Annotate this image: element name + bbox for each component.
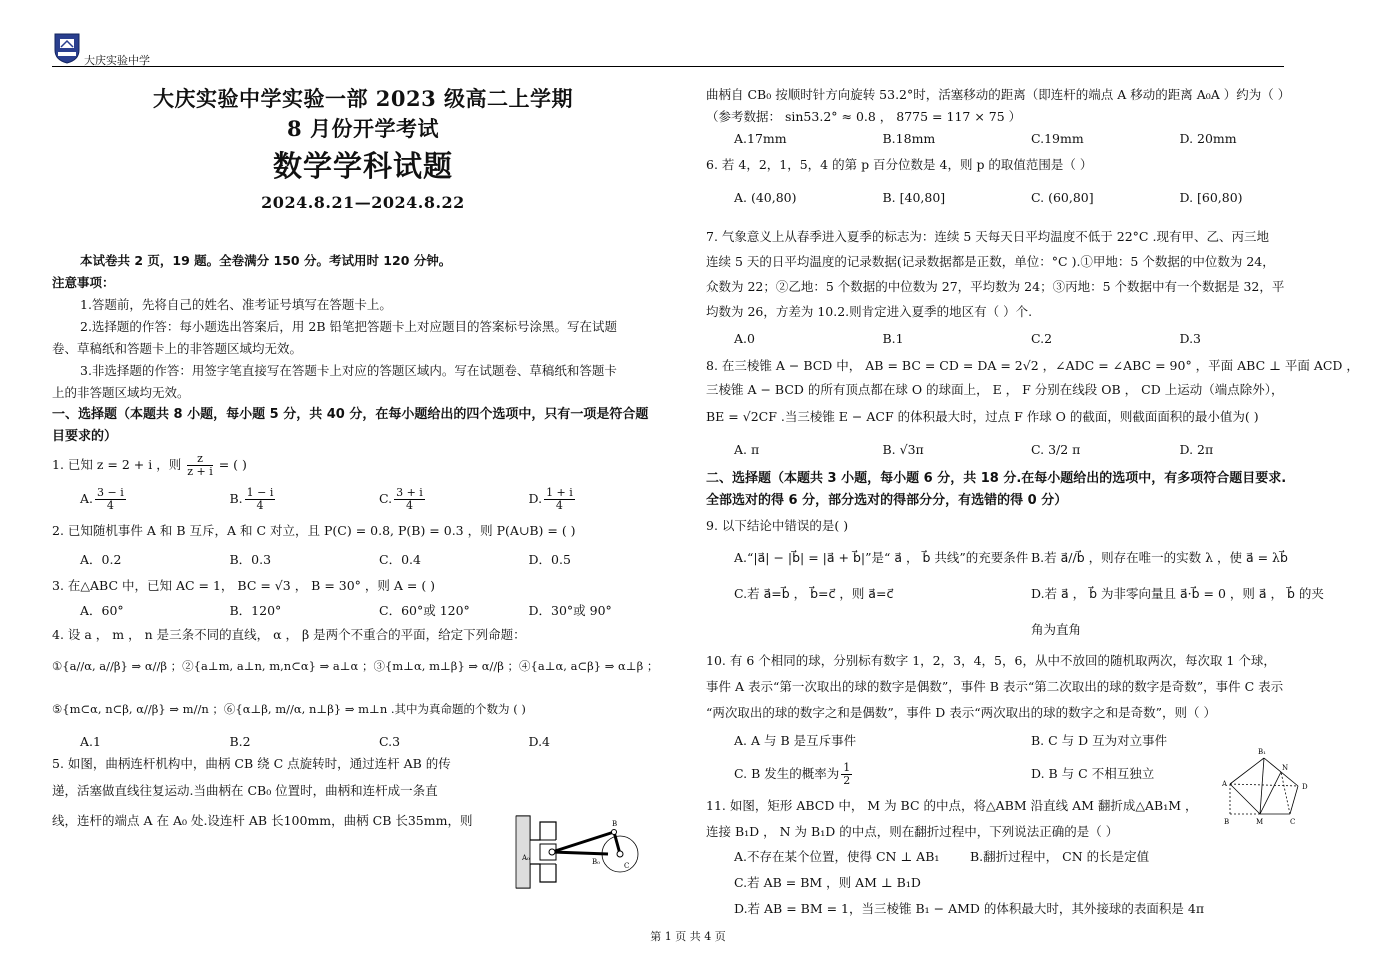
exam-summary: 本试卷共 2 页，19 题。全卷满分 150 分。考试用时 120 分钟。 [80,253,452,268]
note-1: 1.答题前，先将自己的姓名、准考证号填写在答题卡上。 [80,297,392,312]
q6-option-c[interactable]: C. (60,80] [1031,190,1094,205]
q10-option-d[interactable]: D. B 与 C 不相互独立 [1031,766,1155,781]
label-b0: B₀ [592,858,600,866]
label-n: N [1282,764,1289,772]
folded-rectangle-figure [1218,744,1328,834]
q2-options [52,546,678,574]
q5-options [706,128,1328,150]
q5-cont-line1: 曲柄自 CB₀ 按顺时针方向旋转 53.2°时，活塞移动的距离（即连杆的端点 A 移动的距离 A₀A ）约为（ ） [706,87,1291,102]
q9-option-b[interactable]: B.若 a⃗//b⃗ ，则存在唯一的实数 λ ，使 a⃗ = λb⃗ [1031,550,1288,565]
section1-heading-b: 目要求的） [52,429,118,444]
q2-option-b[interactable]: B．0.3 [229,552,272,567]
q10-line2: 事件 A 表示“第一次取出的球的数字是偶数”，事件 B 表示“第二次取出的球的数字是奇数”，事件 C 表示 [706,679,1284,694]
q4-option-d[interactable]: D.4 [528,734,551,749]
q4-option-a[interactable]: A.1 [80,734,101,749]
q10-option-c[interactable]: C. B 发生的概率为 $\frac{1}{2}$ [734,761,851,787]
page-header [52,30,1284,68]
q8-option-a[interactable]: A. π [734,442,760,457]
q3-option-d[interactable]: D．30°或 90° [528,603,612,618]
label-b: B [1224,818,1230,826]
note-2a: 2.选择题的作答：每小题选出答案后，用 2B 铅笔把答题卡上对应题目的答案标号涂黑。写在试题 [80,319,618,334]
q10-option-b[interactable]: B. C 与 D 互为对立事件 [1031,733,1168,748]
exam-subject-title: 数学学科试题 [272,149,453,183]
q9-options-ab [706,540,1328,576]
q3-stem: 3. 在△ABC 中，已知 AC = 1， BC = √3 ， B = 30° ，则 A = ( ) [52,578,436,593]
school-logo-icon [52,30,82,64]
section2-heading-a: 二、选择题（本题共 3 小题，每小题 6 分，共 18 分.在每小题给出的选项中，有多项符合题目要求. [706,471,1287,486]
notes-heading: 注意事项： [52,275,115,290]
q5-line2: 递，活塞做直线往复运动.当曲柄在 CB₀ 位置时，曲柄和连杆成一条直 [52,783,438,798]
q11-line2: 连接 B₁D ， N 为 B₁D 的中点，则在翻折过程中，下列说法正确的是（ ） [706,824,1119,839]
q1-fraction: $\frac{z}{z + i}$ [187,452,213,478]
q7-option-a[interactable]: A.0 [734,331,755,346]
label-d: D [1302,783,1308,791]
q7-option-c[interactable]: C.2 [1031,331,1053,346]
label-b1: B₁ [1258,748,1266,756]
note-3b: 上的非答题区域均无效。 [52,385,190,400]
q5-option-d[interactable]: D. 20mm [1179,131,1237,146]
q10-line1: 10. 有 6 个相同的球，分别标有数字 1，2，3，4，5，6，从中不放回的随机取两次，每次取 1 个球， [706,653,1276,668]
q1-option-a[interactable]: A. $\frac{3 - i}{4}$ [80,486,124,512]
q8-option-c[interactable]: C. 3/2 π [1031,442,1081,457]
q2-option-a[interactable]: A．0.2 [80,552,122,567]
note-2b: 卷、草稿纸和答题卡上的非答题区域均无效。 [52,341,303,356]
q6-option-d[interactable]: D. [60,80) [1179,190,1243,205]
label-a: A [1222,780,1228,788]
q3-option-a[interactable]: A．60° [80,603,124,618]
q11-option-b[interactable]: B.翻折过程中， CN 的长是定值 [970,849,1150,864]
q5-line1: 5. 如图，曲柄连杆机构中，曲柄 CB 绕 C 点旋转时，通过连杆 AB 的传 [52,756,451,771]
q5-line3: 线，连杆的端点 A 在 A₀ 处.设连杆 AB 长100mm，曲柄 CB 长35mm，则 [52,813,473,828]
q4-option-b[interactable]: B.2 [229,734,251,749]
q6-option-b[interactable]: B. [40,80] [882,190,946,205]
q8-line2: 三棱锥 A − BCD 的所有顶点都在球 O 的球面上， E ， F 分别在线段 OB ， CD 上运动（端点除外）， [706,382,1284,397]
q5-option-b[interactable]: B.18mm [882,131,936,146]
exam-title-line1: 大庆实验中学实验一部 2023 级高二上学期 [152,86,574,111]
header-school-name: 大庆实验中学 [84,54,150,67]
q9-option-a[interactable]: A.“|a⃗| − |b⃗| = |a⃗ + b⃗|”是“ a⃗ ， b⃗ 共线”的充要条件 [734,550,1029,565]
q4-propositions-line2: ⑤{m⊂α, n⊂β, α//β} ⇒ m//n ；⑥{α⊥β, m//α, n⊥β} ⇒ m⊥n .其中为真命题的个数为 ( ) [52,702,526,716]
exam-date: 2024.8.21—2024.8.22 [261,193,465,212]
q8-line3: BE = √2CF .当三棱锥 E − ACF 的体积最大时，过点 F 作球 O 的截面，则截面面积的最小值为( ) [706,409,1259,424]
q1-option-b[interactable]: B. $\frac{1 - i}{4}$ [229,486,274,512]
q1-options [52,482,678,516]
q6-stem: 6. 若 4，2，1，5，4 的第 p 百分位数是 4，则 p 的取值范围是（ ） [706,157,1093,172]
q7-options [706,324,1328,354]
left-column [52,74,678,836]
q2-option-c[interactable]: C．0.4 [379,552,421,567]
q8-option-b[interactable]: B. √3π [882,442,924,457]
q4-options [52,732,678,752]
q1-option-c[interactable]: C. $\frac{3 + i}{4}$ [379,486,423,512]
header-rule [52,66,1284,67]
q6-option-a[interactable]: A. (40,80) [734,190,797,205]
q1-stem: 1. 已知 z = 2 + i ，则 $\frac{z}{z + i}$ = ( ) [52,452,247,478]
q5-option-a[interactable]: A.17mm [734,131,787,146]
q7-option-d[interactable]: D.3 [1179,331,1202,346]
q9-options-cd [706,576,1328,648]
q7-line1: 7. 气象意义上从春季进入夏季的标志为：连续 5 天每天日平均温度不低于 22°C .现有甲、乙、丙三地 [706,229,1269,244]
q4-option-c[interactable]: C.3 [379,734,401,749]
q7-option-b[interactable]: B.1 [882,331,904,346]
q6-options [706,180,1328,216]
q8-options [706,432,1328,468]
q1-option-d[interactable]: D. $\frac{1 + i}{4}$ [528,486,573,512]
q9-option-d[interactable]: D.若 a⃗ ， b⃗ 为非零向量且 a⃗·b⃗ = 0 ，则 a⃗ ， b⃗ 的夹角为直角 [1031,586,1324,637]
q5-cont-line2: （参考数据： sin53.2° ≈ 0.8 ， 8775 = 117 × 75 ） [706,109,1022,124]
q7-line4: 均数为 26，方差为 10.2.则肯定进入夏季的地区有（ ）个. [706,304,1033,319]
q4-propositions-line1: ①{a//α, a//β} ⇒ α//β ；②{a⊥m, a⊥n, m,n⊂α} ⇒ a⊥α ；③{m⊥α, m⊥β} ⇒ α//β ；④{a⊥α, a⊂β} ⇒ α⊥β ； [52,659,659,673]
label-c: C [624,862,630,870]
q11-option-d[interactable]: D.若 AB = BM = 1，当三棱锥 B₁ − AMD 的体积最大时，其外接球的表面积是 4π [734,901,1205,916]
q2-stem: 2. 已知随机事件 A 和 B 互斥，A 和 C 对立，且 P(C) = 0.8, P(B) = 0.3 ，则 P(A∪B) = ( ) [52,523,576,538]
exam-title-line2: 8 月份开学考试 [287,116,439,141]
q11-line1: 11. 如图，矩形 ABCD 中， M 为 BC 的中点，将△ABM 沿直线 AM 翻折成△AB₁M ， [706,798,1198,813]
section2-heading-b: 全部选对的得 6 分，部分选对的得部分分，有选错的得 0 分） [706,493,1068,508]
page-footer: 第 1 页 共 4 页 [650,930,726,943]
q9-option-c[interactable]: C.若 a⃗=b⃗ ， b⃗=c⃗ ，则 a⃗=c⃗ [734,586,894,601]
q8-option-d[interactable]: D. 2π [1179,442,1214,457]
q10-line3: “两次取出的球的数字之和是偶数”，事件 D 表示“两次取出的球的数字之和是奇数”，则（ ） [706,705,1217,720]
q9-stem: 9. 以下结论中错误的是( ) [706,518,849,533]
label-a0: A₀ [522,854,530,862]
q10-option-a[interactable]: A. A 与 B 是互斥事件 [734,733,857,748]
q4-stem: 4. 设 a ， m ， n 是三条不同的直线， α ， β 是两个不重合的平面，给定下列命题： [52,627,526,642]
q3-option-b[interactable]: B．120° [229,603,282,618]
crank-mechanism-figure [508,812,648,892]
q8-line1: 8. 在三棱锥 A − BCD 中， AB = BC = CD = DA = 2√2 ，∠ADC = ∠ABC = 90° ，平面 ABC ⊥ 平面 ACD ， [706,358,1359,373]
note-3a: 3.非选择题的作答：用签字笔直接写在答题卡上对应的答题区域内。写在试题卷、草稿纸和答题卡 [80,363,617,378]
q3-option-c[interactable]: C．60°或 120° [379,603,470,618]
q7-line2: 连续 5 天的日平均温度的记录数据(记录数据都是正数，单位：°C ).①甲地：5 个数据的中位数为 24， [706,254,1275,269]
q11-option-c[interactable]: C.若 AB = BM ，则 AM ⊥ B₁D [734,875,921,890]
q11-option-a[interactable]: A.不存在某个位置，使得 CN ⊥ AB₁ [734,849,940,864]
q2-option-d[interactable]: D．0.5 [528,552,571,567]
label-c: C [1290,818,1296,826]
q11-options-ab [706,844,1206,870]
q7-line3: 众数为 22；②乙地：5 个数据的中位数为 27，平均数为 24；③丙地：5 个数据中有一个数据是 32，平 [706,279,1285,294]
label-b: B [612,820,618,828]
section1-heading-a: 一、选择题（本题共 8 小题，每小题 5 分，共 40 分，在每小题给出的四个选项中，只有一项是符合题 [52,407,649,422]
q5-option-c[interactable]: C.19mm [1031,131,1084,146]
q3-options [52,598,678,624]
label-m: M [1256,818,1264,826]
